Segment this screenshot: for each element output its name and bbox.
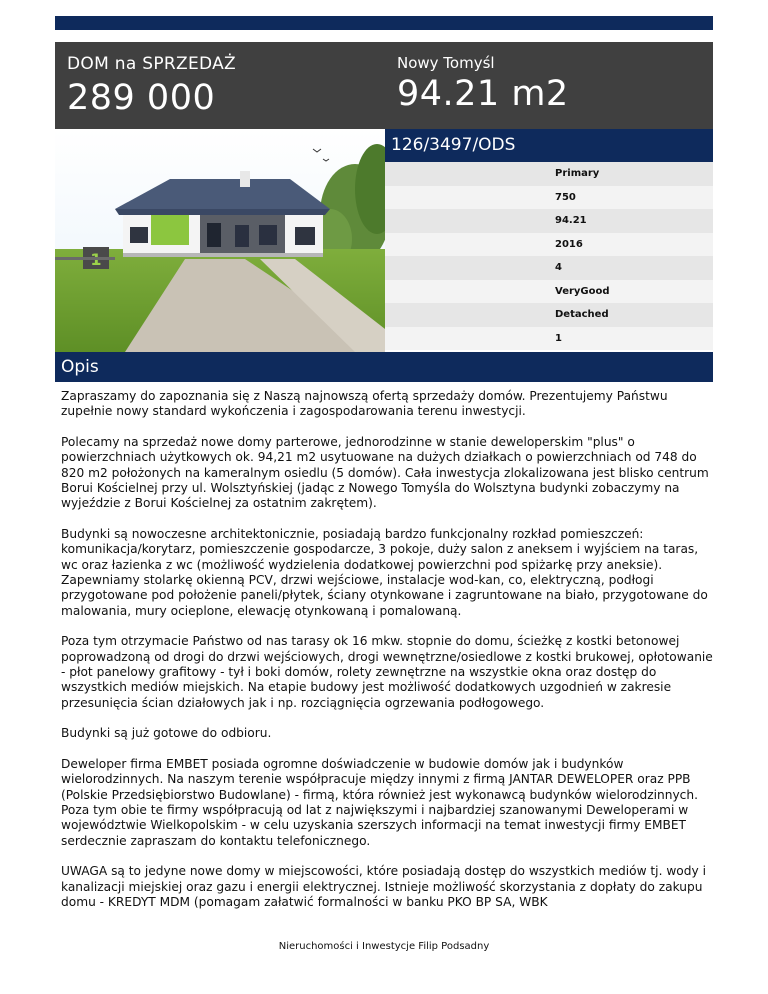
listing-header — [55, 42, 713, 129]
param-building-type: Detached — [385, 303, 713, 327]
param-condition: VeryGood — [385, 280, 713, 304]
param-usable-area: 94.21 — [385, 209, 713, 233]
listing-price: 289 000 — [67, 78, 216, 118]
description-body — [61, 389, 713, 926]
reference-number: 126/3497/ODS — [385, 129, 713, 162]
header-right — [397, 54, 569, 114]
param-year: 2016 — [385, 233, 713, 257]
description-paragraph: Budynki są już gotowe do odbioru. — [61, 726, 272, 741]
param-floors: 1 — [385, 327, 713, 351]
param-market: Primary — [385, 162, 713, 186]
description-paragraph: Deweloper firma EMBET posiada ogromne doświadczenie w budowie domów jak i budynków wielorodzinnych. Na naszym terenie współpracuje między innymi z firmą JANTAR DEWELOPER oraz PPB (Polskie Przedsiębiorstwo Budowlane) - firmą, która również jest wykonawcą budynków wielorodzinnych. Poza tym obie te firmy współpracują od lat z największymi i najbardziej szanowanymi Deweloperami w województwie Wielkopolskim - w celu uzyskania szerszych informacji na temat inwestycji firmy EMBET serdecznie zapraszam do kontaktu telefonicznego. — [61, 757, 698, 848]
listing-area: 94.21 m2 — [397, 74, 569, 114]
description-heading: Opis — [55, 352, 713, 382]
description-paragraph: UWAGA są to jedyne nowe domy w miejscowości, które posiadają dostęp do wszystkich mediów tj. wody i kanalizacji miejskiej oraz gazu i energii elektrycznej. Istnieje możliwość skorzystania z dopłaty do zakupu domu - KREDYT MDM (pomagam załatwić formalności w banku PKO BP SA, WBK — [61, 864, 706, 910]
top-accent-bar — [55, 16, 713, 30]
footer-agency: Nieruchomości i Inwestycje Filip Podsadny — [278, 941, 490, 952]
header-left — [67, 54, 236, 118]
listing-type: DOM na SPRZEDAŻ — [67, 54, 236, 74]
param-rooms: 4 — [385, 256, 713, 280]
listing-city: Nowy Tomyśl — [397, 54, 495, 72]
house-photo — [55, 129, 385, 352]
description-paragraph: Polecamy na sprzedaż nowe domy parterowe, jednorodzinne w stanie deweloperskim "plus" o powierzchniach użytkowych ok. 94,21 m2 usytuowane na dużych działkach o powierzchniach od 748 do 820 m2 położonych na kameralnym osiedlu (5 domów). Cała inwestycja zlokalizowana jest blisko centrum Borui Kościelnej przy ul. Wolsztyńskiej (jadąc z Nowego Tomyśla do Wolsztyna budynki zobaczymy na wyjeździe z Borui Kościelnej za ostatnim zakrętem). — [61, 435, 709, 511]
description-paragraph: Budynki są nowoczesne architektonicznie, posiadają bardzo funkcjonalny rozkład pomieszczeń: komunikacja/korytarz, pomieszczenie gospodarcze, 3 pokoje, duży salon z aneksem i wyjściem na taras, wc oraz łazienka z wc (możliwość wydzielenia dodatkowej powierzchni pod spiżarkę przy aneksie). Zapewniamy stolarkę okienną PCV, drzwi wejściowe, instalacje wod-kan, co, elektryczną, podłogi przygotowane pod położenie paneli/płytek, ściany otynkowane i zagruntowane na biało, przygotowane do malowania, mury ocieplone, elewację otynkowaną i pomalowaną. — [61, 527, 708, 618]
description-paragraph: Zapraszamy do zapoznania się z Naszą najnowszą ofertą sprzedaży domów. Prezentujemy Państwu zupełnie nowy standard wykończenia i zagospodarowania terenu inwestycji. — [61, 389, 668, 419]
description-paragraph: Poza tym otrzymacie Państwo od nas tarasy ok 16 mkw. stopnie do domu, ścieżkę z kostki betonowej poprowadzoną od drogi do drzwi wejściowych, drogi wewnętrzne/osiedlowe z kostki brukowej, opłotowanie - płot panelowy grafitowy - tył i boki domów, rolety zewnętrzne na wszystkie okna oraz dostęp do wszystkich mediów miejskich. Na etapie budowy jest możliwość dodatkowych uzgodnień w zakresie przesunięcia ścian działowych jak i np. rozciągnięcia ogrzewania podłogowego. — [61, 634, 713, 710]
param-plot-area: 750 — [385, 186, 713, 210]
listing-params — [385, 162, 713, 350]
